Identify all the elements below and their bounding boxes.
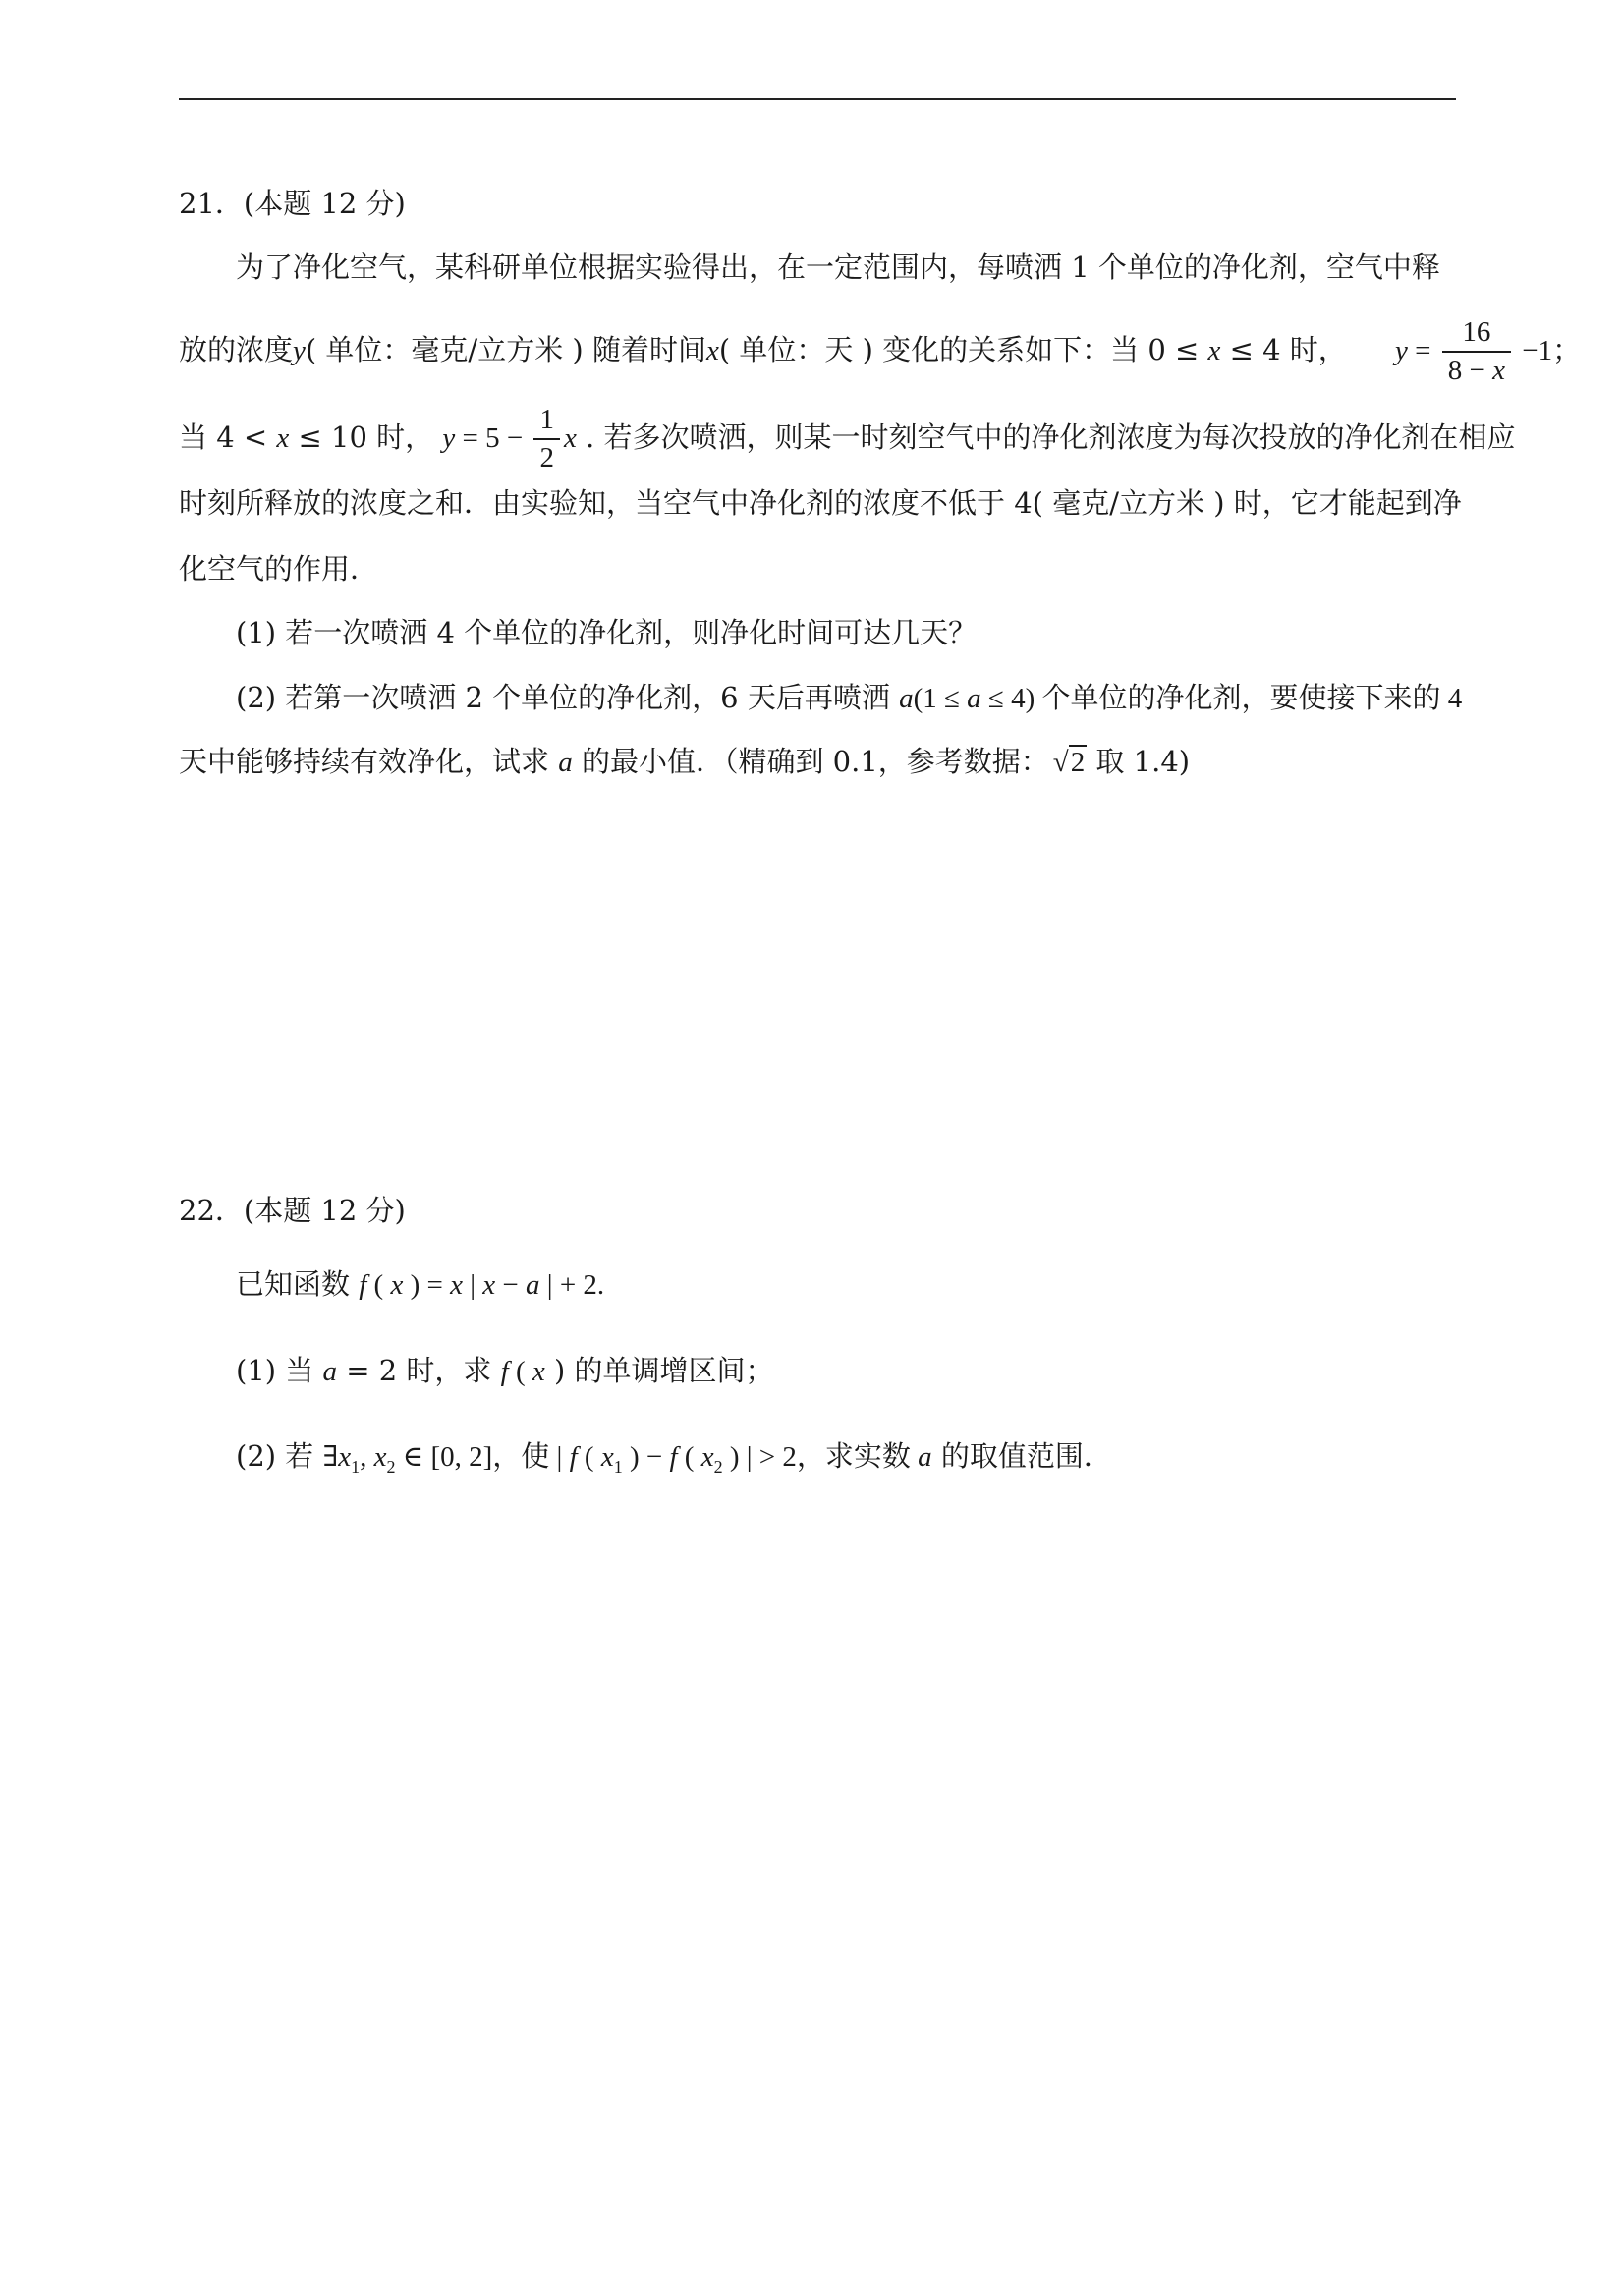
q21-part2-line2: 天中能够持续有效净化，试求 a 的最小值．（精确到 0.1，参考数据： √2 取 1.4) xyxy=(179,742,1190,782)
fraction-1-over-2: $\frac{1}{2}$ xyxy=(533,406,560,473)
q21-paragraph-line1: 为了净化空气，某科研单位根据实验得出，在一定范围内，每喷洒 1 个单位的净化剂，空气中释 xyxy=(236,251,1440,284)
q22-part2: (2) 若 $\exists x_1$, $x_2$ ∈ [0, 2]，使 | f ( $x_1$ ) − f ( $x_2$ ) | > 2，求实数 a 的取值范围． xyxy=(236,1439,1112,1477)
q21-paragraph-line5: 化空气的作用． xyxy=(179,552,379,586)
q22-heading: 22．(本题 12 分) xyxy=(179,1194,406,1227)
header-rule xyxy=(179,98,1456,100)
q21-paragraph-line2: 放的浓度y( 单位：毫克/立方米 ) 随着时间x( 单位：天 ) 变化的关系如下：当 0 ≤ x ≤ 4 时， y = $\frac{16}{8 - x}$ −1； xyxy=(179,316,1582,386)
formula-2: y = 5 − $\frac{1}{2}$ x xyxy=(442,404,577,474)
q22-given: 已知函数 f ( x ) = x | x − a | + 2. xyxy=(236,1267,605,1301)
q22-part1: (1) 当 a = 2 时，求 f ( x ) 的单调增区间； xyxy=(236,1354,774,1387)
q21-part1: (1) 若一次喷洒 4 个单位的净化剂，则净化时间可达几天？ xyxy=(236,616,978,649)
q21-part2-line1: (2) 若第一次喷洒 2 个单位的净化剂，6 天后再喷洒 a(1 ≤ a ≤ 4) 个单位的净化剂，要使接下来的 4 xyxy=(236,681,1463,714)
fraction-16-over-8-minus-x: $\frac{16}{8 - x}$ xyxy=(1442,318,1511,385)
sqrt-2: √2 xyxy=(1052,747,1086,778)
q21-heading: 21．(本题 12 分) xyxy=(179,187,406,220)
formula-1: y = $\frac{16}{8 - x}$ −1； xyxy=(1395,316,1582,386)
q21-paragraph-line4: 时刻所释放的浓度之和．由实验知，当空气中净化剂的浓度不低于 4( 毫克/立方米 ) 时，它才能起到净 xyxy=(179,486,1462,520)
q21-paragraph-line3: 当 4 < x ≤ 10 时， y = 5 − $\frac{1}{2}$ x . 若多次喷洒，则某一时刻空气中的净化剂浓度为每次投放的净化剂在相应 xyxy=(179,404,1516,474)
